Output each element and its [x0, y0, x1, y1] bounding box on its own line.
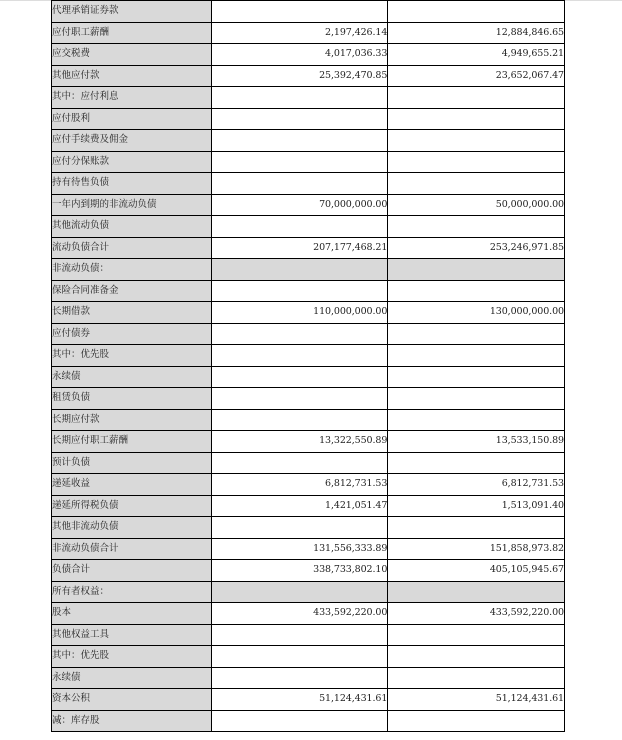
table-row — [52, 259, 565, 281]
current-period-value: 25,392,470.85 — [211, 65, 388, 87]
table-row — [52, 194, 565, 216]
current-period-value — [211, 280, 388, 302]
prior-period-value: 405,105,945.67 — [388, 560, 565, 582]
table-row — [52, 108, 565, 130]
table-row — [52, 130, 565, 152]
table-row — [52, 237, 565, 259]
prior-period-value — [388, 323, 565, 345]
table-row — [52, 22, 565, 44]
current-period-value — [211, 517, 388, 539]
row-label: 应交税费 — [52, 44, 212, 66]
prior-period-value — [388, 87, 565, 109]
row-label: 非流动负债合计 — [52, 538, 212, 560]
current-period-value — [211, 173, 388, 195]
table-row — [52, 65, 565, 87]
balance-sheet-table — [51, 0, 565, 732]
prior-period-value — [388, 388, 565, 410]
prior-period-value: 23,652,067.47 — [388, 65, 565, 87]
row-label: 长期应付职工薪酬 — [52, 431, 212, 453]
table-row — [52, 216, 565, 238]
row-label: 租赁负债 — [52, 388, 212, 410]
row-label: 流动负债合计 — [52, 237, 212, 259]
current-period-value — [211, 108, 388, 130]
prior-period-value: 253,246,971.85 — [388, 237, 565, 259]
table-row — [52, 538, 565, 560]
row-label: 应付职工薪酬 — [52, 22, 212, 44]
current-period-value — [211, 323, 388, 345]
prior-period-value — [388, 667, 565, 689]
prior-period-value — [388, 710, 565, 732]
prior-period-value: 4,949,655.21 — [388, 44, 565, 66]
table-row — [52, 646, 565, 668]
prior-period-value: 433,592,220.00 — [388, 603, 565, 625]
current-period-value — [211, 667, 388, 689]
row-label: 非流动负债： — [52, 259, 212, 281]
table-row — [52, 624, 565, 646]
table-row — [52, 667, 565, 689]
table-row — [52, 452, 565, 474]
prior-period-value: 13,533,150.89 — [388, 431, 565, 453]
current-period-value — [211, 710, 388, 732]
row-label: 其中：应付利息 — [52, 87, 212, 109]
row-label: 长期应付款 — [52, 409, 212, 431]
table-row — [52, 581, 565, 603]
prior-period-value: 1,513,091.40 — [388, 495, 565, 517]
current-period-value — [211, 388, 388, 410]
table-row — [52, 151, 565, 173]
current-period-value — [211, 216, 388, 238]
prior-period-value — [388, 517, 565, 539]
table-row — [52, 280, 565, 302]
current-period-value — [211, 581, 388, 603]
current-period-value — [211, 624, 388, 646]
current-period-value: 4,017,036.33 — [211, 44, 388, 66]
table-row — [52, 517, 565, 539]
row-label: 资本公积 — [52, 689, 212, 711]
prior-period-value — [388, 1, 565, 23]
current-period-value: 51,124,431.61 — [211, 689, 388, 711]
row-label: 应付债券 — [52, 323, 212, 345]
prior-period-value — [388, 173, 565, 195]
current-period-value: 110,000,000.00 — [211, 302, 388, 324]
table-row — [52, 366, 565, 388]
row-label: 股本 — [52, 603, 212, 625]
row-label: 其他非流动负债 — [52, 517, 212, 539]
table-row — [52, 409, 565, 431]
row-label: 其他流动负债 — [52, 216, 212, 238]
row-label: 应付股利 — [52, 108, 212, 130]
current-period-value: 207,177,468.21 — [211, 237, 388, 259]
prior-period-value: 151,858,973.82 — [388, 538, 565, 560]
row-label: 负债合计 — [52, 560, 212, 582]
prior-period-value — [388, 366, 565, 388]
prior-period-value — [388, 452, 565, 474]
row-label: 其中：优先股 — [52, 646, 212, 668]
prior-period-value — [388, 409, 565, 431]
balance-sheet-body — [52, 1, 565, 732]
current-period-value — [211, 259, 388, 281]
row-label: 保险合同准备金 — [52, 280, 212, 302]
prior-period-value — [388, 624, 565, 646]
prior-period-value: 130,000,000.00 — [388, 302, 565, 324]
table-row — [52, 323, 565, 345]
row-label: 应付手续费及佣金 — [52, 130, 212, 152]
current-period-value — [211, 452, 388, 474]
prior-period-value — [388, 130, 565, 152]
table-row — [52, 44, 565, 66]
table-row — [52, 1, 565, 23]
current-period-value: 433,592,220.00 — [211, 603, 388, 625]
table-row — [52, 710, 565, 732]
table-row — [52, 603, 565, 625]
prior-period-value: 51,124,431.61 — [388, 689, 565, 711]
table-row — [52, 388, 565, 410]
row-label: 所有者权益： — [52, 581, 212, 603]
prior-period-value — [388, 345, 565, 367]
row-label: 预计负债 — [52, 452, 212, 474]
current-period-value — [211, 409, 388, 431]
row-label: 减：库存股 — [52, 710, 212, 732]
prior-period-value: 6,812,731.53 — [388, 474, 565, 496]
current-period-value: 1,421,051.47 — [211, 495, 388, 517]
table-row — [52, 474, 565, 496]
table-row — [52, 495, 565, 517]
prior-period-value — [388, 280, 565, 302]
row-label: 其他权益工具 — [52, 624, 212, 646]
row-label: 递延所得税负债 — [52, 495, 212, 517]
current-period-value: 70,000,000.00 — [211, 194, 388, 216]
current-period-value — [211, 1, 388, 23]
current-period-value — [211, 646, 388, 668]
row-label: 永续债 — [52, 366, 212, 388]
table-row — [52, 431, 565, 453]
prior-period-value — [388, 646, 565, 668]
current-period-value: 6,812,731.53 — [211, 474, 388, 496]
current-period-value: 338,733,802.10 — [211, 560, 388, 582]
table-row — [52, 87, 565, 109]
row-label: 应付分保账款 — [52, 151, 212, 173]
row-label: 一年内到期的非流动负债 — [52, 194, 212, 216]
prior-period-value — [388, 151, 565, 173]
row-label: 永续债 — [52, 667, 212, 689]
current-period-value — [211, 87, 388, 109]
prior-period-value — [388, 581, 565, 603]
prior-period-value: 50,000,000.00 — [388, 194, 565, 216]
prior-period-value: 12,884,846.65 — [388, 22, 565, 44]
row-label: 代理承销证券款 — [52, 1, 212, 23]
row-label: 递延收益 — [52, 474, 212, 496]
prior-period-value — [388, 216, 565, 238]
table-row — [52, 560, 565, 582]
row-label: 其中：优先股 — [52, 345, 212, 367]
current-period-value — [211, 151, 388, 173]
current-period-value — [211, 130, 388, 152]
prior-period-value — [388, 259, 565, 281]
current-period-value: 13,322,550.89 — [211, 431, 388, 453]
current-period-value: 2,197,426.14 — [211, 22, 388, 44]
table-row — [52, 345, 565, 367]
row-label: 长期借款 — [52, 302, 212, 324]
current-period-value: 131,556,333.89 — [211, 538, 388, 560]
table-row — [52, 302, 565, 324]
table-row — [52, 689, 565, 711]
current-period-value — [211, 366, 388, 388]
row-label: 持有待售负债 — [52, 173, 212, 195]
prior-period-value — [388, 108, 565, 130]
table-row — [52, 173, 565, 195]
current-period-value — [211, 345, 388, 367]
row-label: 其他应付款 — [52, 65, 212, 87]
